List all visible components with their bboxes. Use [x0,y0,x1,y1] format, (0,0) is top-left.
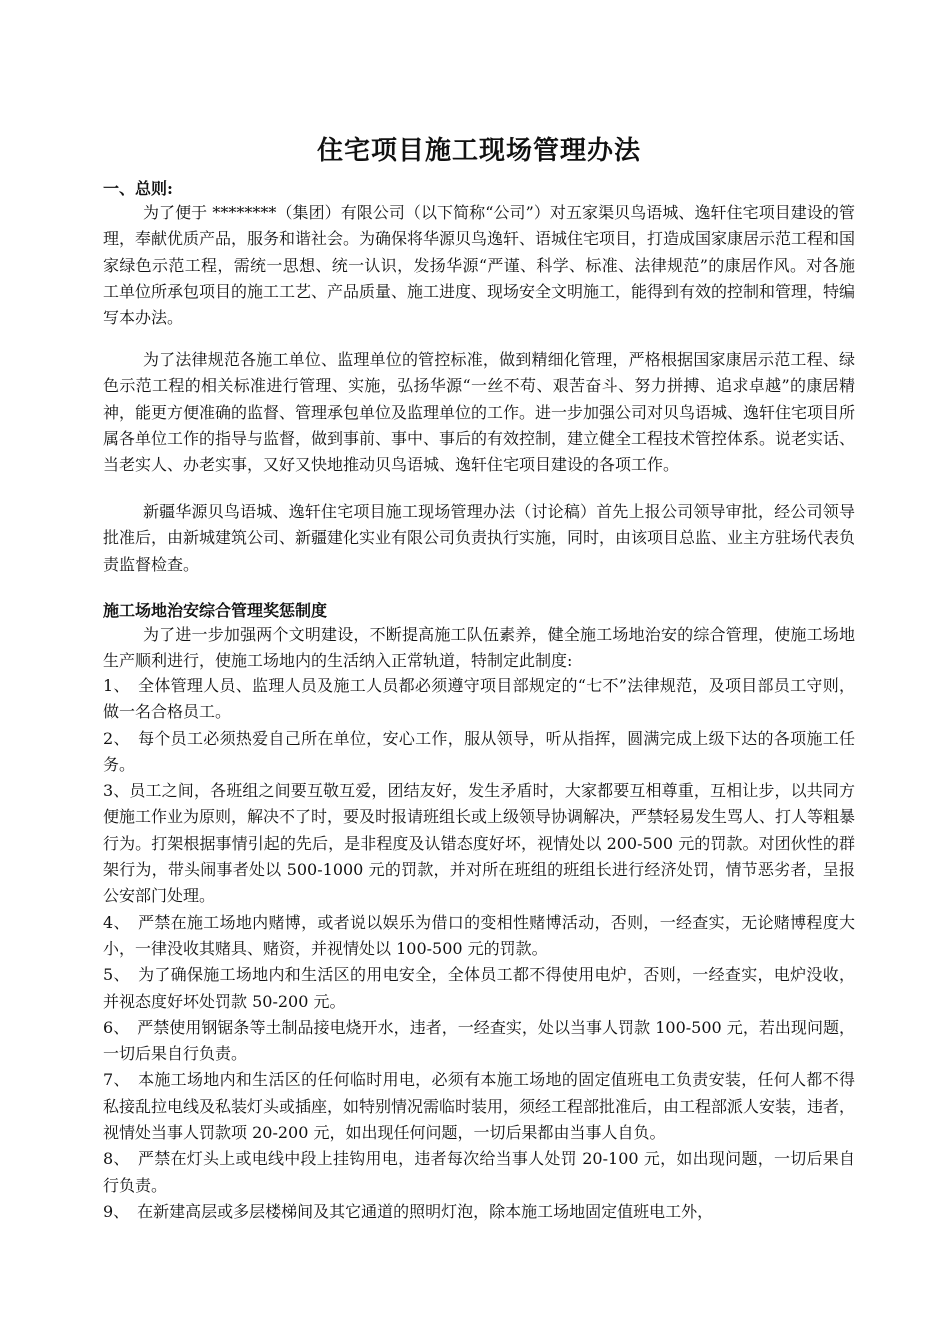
list-item: 8、 严禁在灯头上或电线中段上挂钩用电，违者每次给当事人处罚 20-100 元，如出现问题，一切后果自行负责。 [103,1149,855,1195]
list-item: 6、 严禁使用钢锯条等土制品接电烧开水，违者，一经查实，处以当事人罚款 100-500 元，若出现问题，一切后果自行负责。 [103,1017,855,1064]
paragraph-general-1: 为了便于 ********（集团）有限公司（以下简称“公司”）对五家渠贝鸟语城、逸轩住宅项目建设的管理，奉献优质产品，服务和谐社会。为确保将华源贝鸟逸轩、语城住宅项目，打造成国家康居示范工程和国家绿色示范工程，需统一思想、统一认识，发扬华源“严谨、科学、标准、法律规范”的康居作风。对各施工单位所承包项目的施工工艺、产品质量、施工进度、现场安全文明施工，能得到有效的控制和管理，特编写本办法。 [103,203,856,328]
paragraph-general-2: 为了法律规范各施工单位、监理单位的管控标准，做到精细化管理，严格根据国家康居示范工程、绿色示范工程的相关标准进行管理、实施，弘扬华源“一丝不苟、艰苦奋斗、努力拼搏、追求卓越”的康居精神，能更方便准确的监督、管理承包单位及监理单位的工作。进一步加强公司对贝鸟语城、逸轩住宅项目所属各单位工作的指导与监督，做到事前、事中、事后的有效控制，建立健全工程技术管控体系。说老实话、当老实人、办老实事，又好又快地推动贝鸟语城、逸轩住宅项目建设的各项工作。 [103,350,856,475]
list-item: 2、 每个员工必须热爱自己所在单位，安心工作，服从领导，听从指挥，圆满完成上级下达的各项施工任务。 [103,728,855,774]
list-item: 1、 全体管理人员、监理人员及施工人员都必须遵守项目部规定的“七不”法律规范，及项目部员工守则，做一名合格员工。 [103,676,855,722]
list-item: 5、 为了确保施工场地内和生活区的用电安全，全体员工都不得使用电炉，否则，一经查实，电炉没收，并视态度好坏处罚款 50-200 元。 [103,965,855,1011]
list-item: 7、 本施工场地内和生活区的任何临时用电，必须有本施工场地的固定值班电工负责安装，任何人都不得私接乱拉电线及私装灯头或插座，如特别情况需临时装用，须经工程部批准后，由工程部派人安装，违者，视情处当事人罚款项 20-200 元，如出现任何问题，一切后果都由当事人自负。 [103,1070,856,1143]
section-heading-security: 施工场地治安综合管理奖惩制度 [103,601,328,620]
section-heading-general: 一、总则: [103,179,173,198]
list-item: 9、 在新建高层或多层楼梯间及其它通道的照明灯泡，除本施工场地固定值班电工外， [103,1201,714,1221]
paragraph-security-intro: 为了进一步加强两个文明建设，不断提高施工队伍素养，健全施工场地治安的综合管理，使施工场地生产顺利进行，使施工场地内的生活纳入正常轨道，特制定此制度: [103,625,855,671]
paragraph-general-3: 新疆华源贝鸟语城、逸轩住宅项目施工现场管理办法（讨论稿）首先上报公司领导审批，经公司领导批准后，由新城建筑公司、新疆建化实业有限公司负责执行实施，同时，由该项目总监、业主方驻场代表负责监督检查。 [103,502,856,574]
list-item: 3、员工之间，各班组之间要互敬互爱，团结友好，发生矛盾时，大家都要互相尊重，互相让步，以共同方便施工作业为原则，解决不了时，要及时报请班组长或上级领导协调解决，严禁轻易发生骂人、打人等粗暴行为。打架根据事情引起的先后，是非程度及认错态度好坏，视情处以 200-500 元的罚款。对团伙性的群架行为，带头闹事者处以 500-1000 元的罚款，并对所在班组的班组长进行经济处罚，情节恶劣者，呈报公安部门处理。 [103,781,856,906]
list-item: 4、 严禁在施工场地内赌博，或者说以娱乐为借口的变相性赌博活动，否则，一经查实，无论赌博程度大小，一律没收其赌具、赌资，并视情处以 100-500 元的罚款。 [103,912,855,958]
page-title: 住宅项目施工现场管理办法 [316,136,641,166]
rules-list [103,673,855,1225]
